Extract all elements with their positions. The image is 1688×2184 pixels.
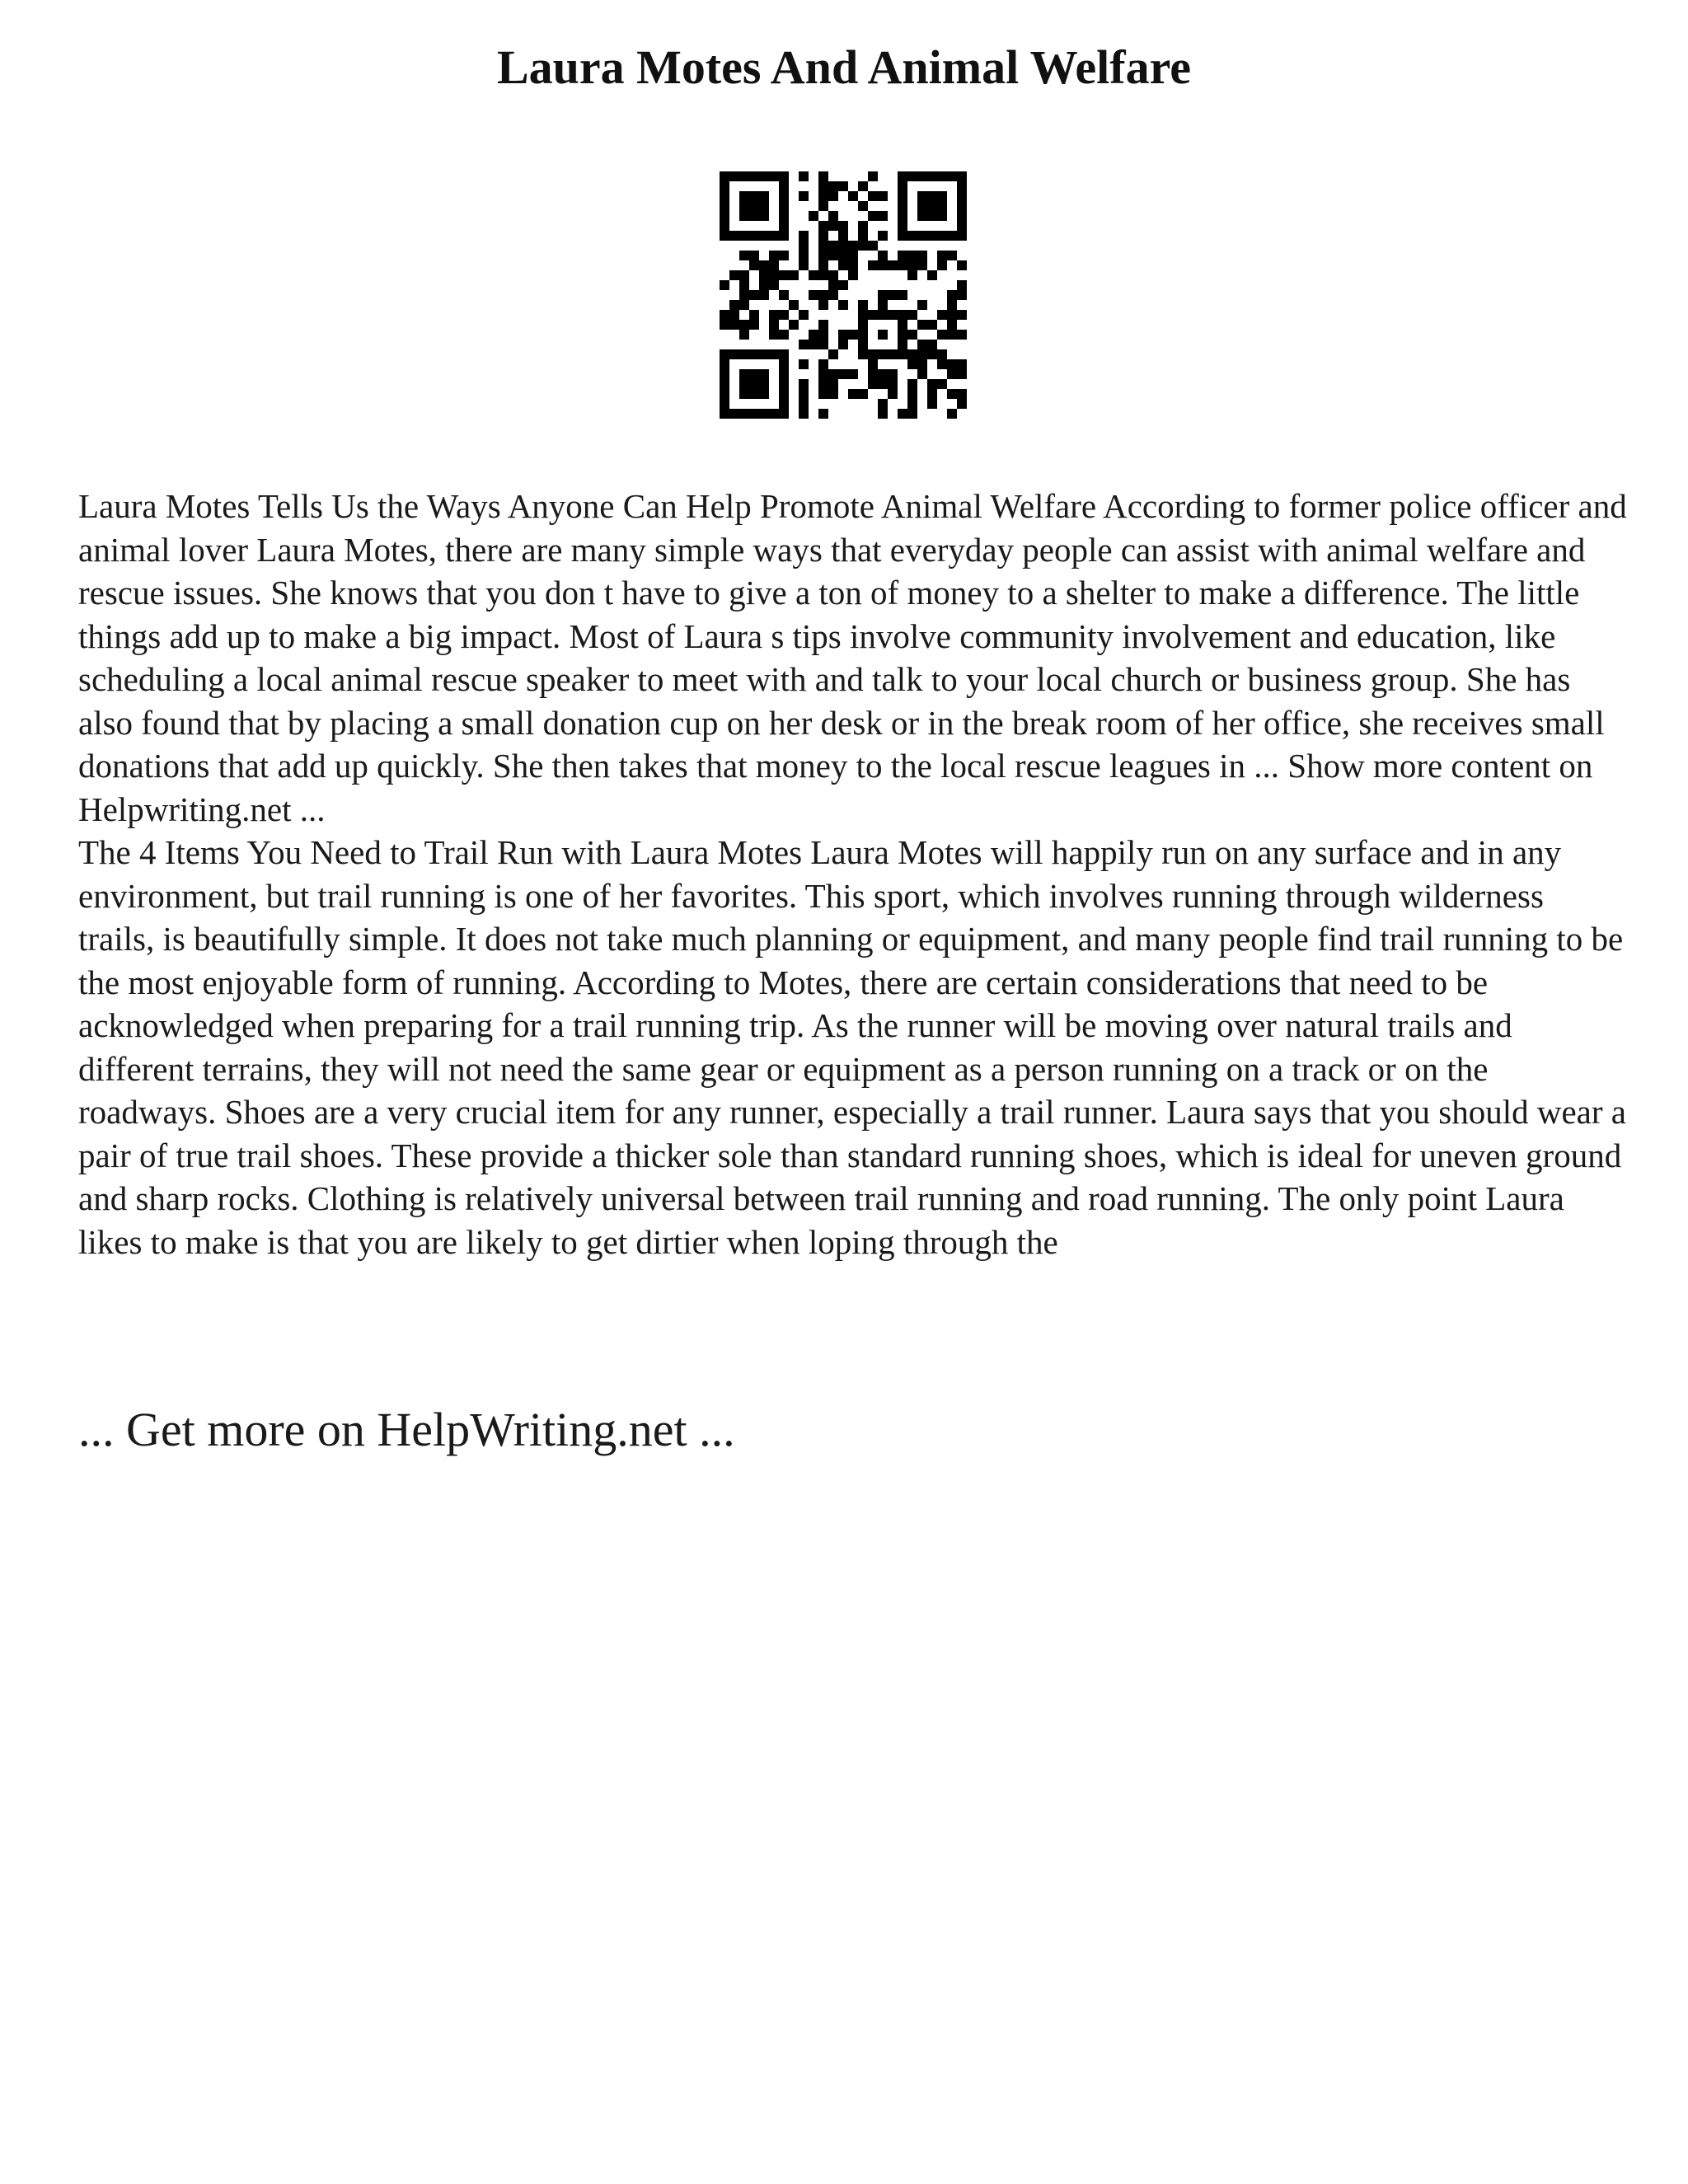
get-more-link[interactable]: ... Get more on HelpWriting.net ... — [78, 1403, 735, 1456]
qr-code-icon — [720, 171, 967, 419]
paragraph-animal-welfare: Laura Motes Tells Us the Ways Anyone Can Help Promote Animal Welfare According to former police officer and animal lover Laura Motes, there are many simple ways that everyday people can assist with animal welfare and rescue issues. She knows that you don t have to give a ton of money to a shelter to make a difference. The little things add up to make a big impact. Most of Laura s tips involve community involvement and education, like scheduling a local animal rescue speaker to meet with and talk to your local church or business group. She has also found that by placing a small donation cup on her desk or in the break room of her office, she receives small donations that add up quickly. She then takes that money to the local rescue leagues in ... Show more content on Helpwriting.net ... — [78, 487, 1627, 828]
paragraph-trail-running: The 4 Items You Need to Trail Run with Laura Motes Laura Motes will happily run on any surface and in any environment, but trail running is one of her favorites. This sport, which involves running through wilderness trails, is beautifully simple. It does not take much planning or equipment, and many people find trail running to be the most enjoyable form of running. According to Motes, there are certain considerations that need to be acknowledged when preparing for a trail running trip. As the runner will be moving over natural trails and different terrains, they will not need the same gear or equipment as a person running on a track or on the roadways. Shoes are a very crucial item for any runner, especially a trail runner. Laura says that you should wear a pair of true trail shoes. These provide a thicker sole than standard running shoes, which is ideal for uneven ground and sharp rocks. Clothing is relatively universal between trail running and road running. The only point Laura likes to make is that you are likely to get dirtier when loping through the — [78, 833, 1626, 1261]
article-body — [78, 485, 1628, 1263]
document-title: Laura Motes And Animal Welfare — [496, 40, 1192, 94]
